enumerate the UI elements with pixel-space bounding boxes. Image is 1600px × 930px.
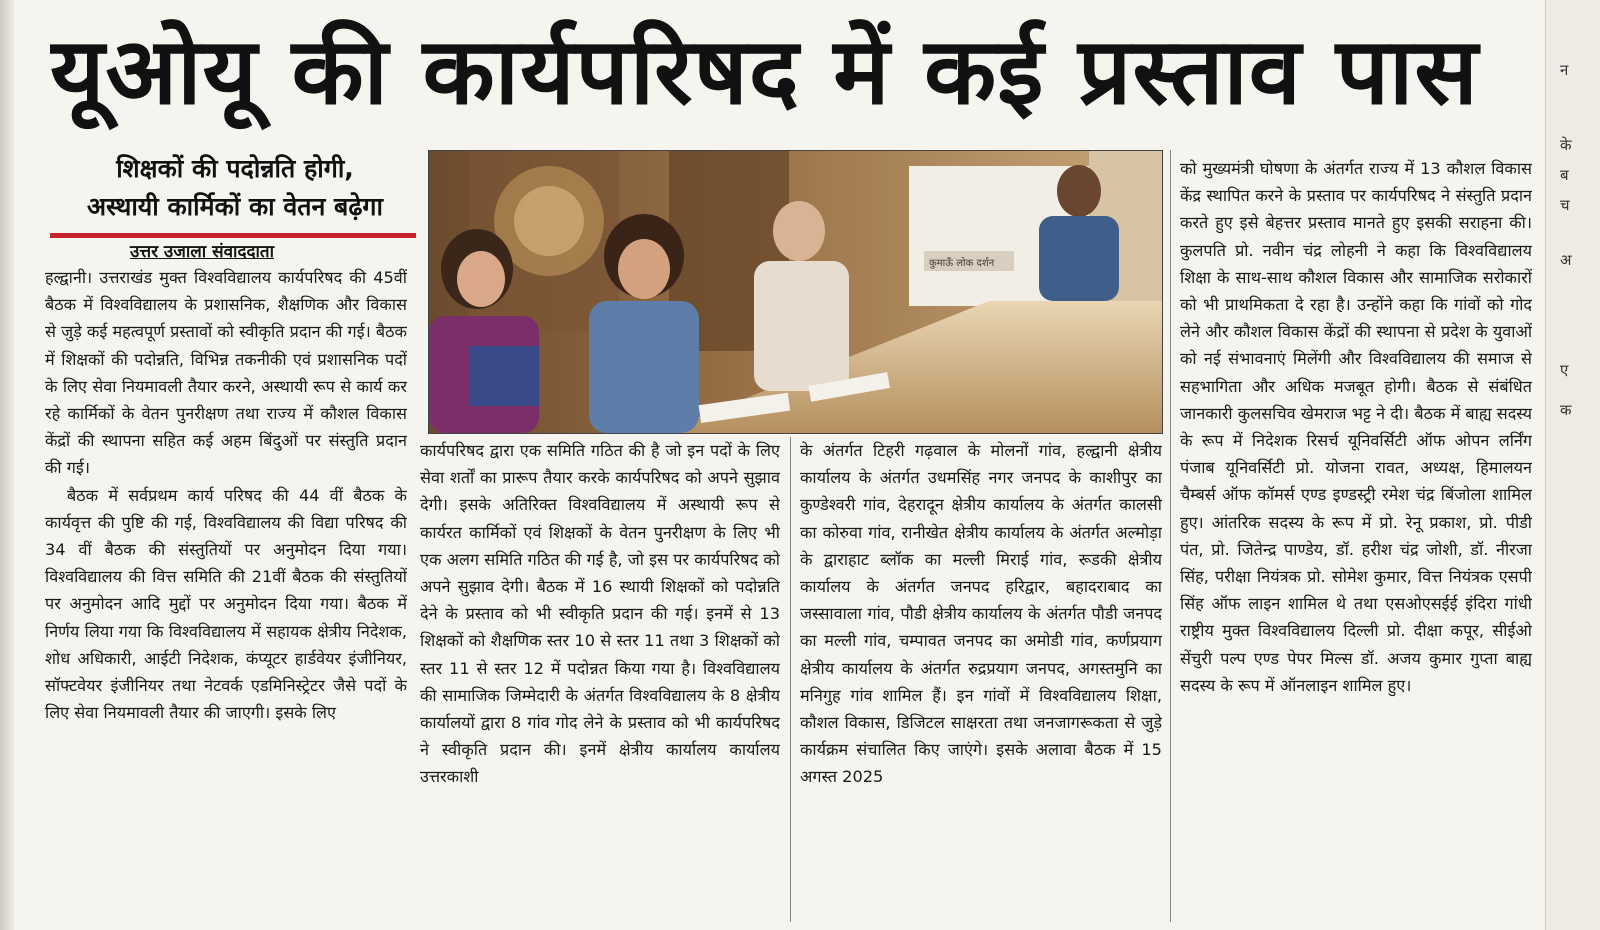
page-left-edge: [0, 0, 14, 930]
photo-screen-text: कुमाऊँ लोक दर्शन: [929, 258, 995, 269]
paragraph: बैठक में सर्वप्रथम कार्य परिषद की 44 वीं बैठक के कार्यवृत्त की पुष्टि की गई, विश्वविद्यालय की विद्या परिषद की 34 वीं बैठक की संस्तुतियों पर अनुमोदन दिया गया। विश्वविद्यालय की वित्त समिति की 21वीं बैठक की संस्तुतियों पर अनुमोदन आदि मुद्दों पर अनुमोदन दिया गया। बैठक में निर्णय लिया गया कि विश्वविद्यालय में सहायक क्षेत्रीय निदेशक, शोध अधिकारी, आईटी निदेशक, कंप्यूटर हार्डवेयर इंजीनियर, सॉफ्टवेयर इंजीनियर तथा नेटवर्क एडमिनिस्ट्रेटर जैसे पदों के लिए सेवा नियमावली तैयार की जाएगी। इसके लिए: [45, 485, 407, 723]
subheadline-line-1: शिक्षकों की पदोन्नति होगी,: [116, 154, 354, 183]
adjacent-article-edge: [1545, 0, 1600, 930]
article-column-2: [420, 437, 780, 924]
headline: यूओयू की कार्यपरिषद में कई प्रस्ताव पास: [50, 18, 1479, 125]
paragraph: कार्यपरिषद द्वारा एक समिति गठित की है जो इन पदों के लिए सेवा शर्तों का प्रारूप तैयार करके कार्यपरिषद को अपने सुझाव देगी। इसके अतिरिक्त विश्वविद्यालय में अस्थायी रूप से कार्यरत कार्मिकों एवं शिक्षकों के वेतन पुनरीक्षण के लिए भी एक अलग समिति गठित की गई है, जो इस पर कार्यपरिषद को अपने सुझाव देगी। बैठक में 16 स्थायी शिक्षकों को पदोन्नति देने के प्रस्ताव को भी स्वीकृति प्रदान की गई। इनमें से 13 शिक्षकों को शैक्षणिक स्तर 10 से स्तर 11 तथा 3 शिक्षकों को स्तर 11 से स्तर 12 में पदोन्नत किया गया है। विश्वविद्यालय की सामाजिक जिम्मेदारी के अंतर्गत विश्वविद्यालय के 8 क्षेत्रीय कार्यालयों द्वारा 8 गांव गोद लेने के प्रस्ताव को भी कार्यपरिषद ने स्वीकृति प्रदान की। इनमें क्षेत्रीय कार्यालय कार्यालय उत्तरकाशी: [420, 441, 780, 787]
column-divider: [1170, 150, 1171, 922]
paragraph: को मुख्यमंत्री घोषणा के अंतर्गत राज्य में 13 कौशल विकास केंद्र स्थापित करने के प्रस्ताव पर कार्यपरिषद ने संस्तुति प्रदान करते हुए इसे बेहत्तर प्रस्ताव मानते हुए इसकी सराहना की। कुलपति प्रो. नवीन चंद्र लोहनी ने कहा कि विश्वविद्यालय शिक्षा के साथ-साथ कौशल विकास और सामाजिक सरोकारों को भी प्राथमिकता दे रहा है। उन्होंने कहा कि गांवों को गोद लेने और कौशल विकास केंद्रों की स्थापना से प्रदेश के युवाओं को नई संभावनाएं मिलेंगी और विश्वविद्यालय की समाज से सहभागिता और अधिक मजबूत होगी। बैठक से संबंधित जानकारी कुलसचिव खेमराज भट्ट ने दी। बैठक में बाह्य सदस्य के रूप में निदेशक रिसर्च यूनिवर्सिटी ऑफ ओपन लर्निंग पंजाब यूनिवर्सिटी प्रो. योजना रावत, अध्यक्ष, हिमालयन चैम्बर्स ऑफ कॉमर्स एण्ड इण्डस्ट्री रमेश चंद्र बिंजोला शामिल हुए। आंतरिक सदस्य के रूप में प्रो. रेनू प्रकाश, प्रो. पीडी पंत, प्रो. जितेन्द्र पाण्डेय, डॉ. हरीश चंद्र जोशी, डॉ. नीरजा सिंह, परीक्षा नियंत्रक प्रो. सोमेश कुमार, वित्त नियंत्रक एसपी सिंह ऑफ लाइन शामिल थे तथा एसओएसईई इंदिरा गांधी राष्ट्रीय मुक्त विश्वविद्यालय दिल्ली प्रो. दीक्षा कपूर, सीईओ सेंचुरी पल्प एण्ड पेपर मिल्स डॉ. अजय कुमार गुप्ता बाह्य सदस्य के रूप में ऑनलाइन शामिल हुए।: [1180, 159, 1532, 695]
meeting-photo-image: [429, 151, 1162, 433]
adjacent-fragment: क: [1560, 401, 1572, 419]
adjacent-fragment: के: [1560, 136, 1572, 154]
column-divider: [790, 437, 791, 922]
subheadline-line-2: अस्थायी कार्मिकों का वेतन बढ़ेगा: [87, 192, 383, 221]
paragraph: के अंतर्गत टिहरी गढ़वाल के मोलनों गांव, हल्द्वानी क्षेत्रीय कार्यालय के अंतर्गत उधमसिंह नगर जनपद के काशीपुर का कुण्डेश्वरी गांव, देहरादून क्षेत्रीय कार्यालय के अंतर्गत कालसी का कोरुवा गांव, रानीखेत क्षेत्रीय कार्यालय के अंतर्गत अल्मोड़ा के द्वाराहाट ब्लॉक का मल्ली मिराई गांव, रूडकी क्षेत्रीय कार्यालय के अंतर्गत जनपद हरिद्वार, बहादराबाद का जस्सावाला गांव, पौडी क्षेत्रीय कार्यालय के अंतर्गत पौडी जनपद का मल्ली गांव, चम्पावत जनपद का अमोडी गांव, कर्णप्रयाग क्षेत्रीय कार्यालय के अंतर्गत रुद्रप्रयाग जनपद, अगस्तमुनि का मनिगुह गांव शामिल हैं। इन गांवों में विश्वविद्यालय शिक्षा, कौशल विकास, डिजिटल साक्षरता तथा जनजागरूकता से जुड़े कार्यक्रम संचालित किए जाएंगे। इसके अलावा बैठक में 15 अगस्त 2025: [800, 441, 1162, 787]
meeting-photo: [428, 150, 1163, 434]
article-column-1: [45, 264, 407, 924]
adjacent-fragment: ब: [1560, 166, 1569, 184]
adjacent-fragment: ए: [1560, 361, 1569, 379]
subheadline: [55, 150, 415, 226]
red-divider: [50, 233, 416, 238]
article-column-4: [1180, 155, 1532, 925]
adjacent-fragment: च: [1560, 196, 1570, 214]
byline: उत्तर उजाला संवाददाता: [130, 242, 275, 262]
paragraph: हल्द्वानी। उत्तराखंड मुक्त विश्वविद्यालय कार्यपरिषद की 45वीं बैठक में विश्वविद्यालय के प्रशासनिक, शैक्षणिक और विकास से जुड़े कई महत्वपूर्ण प्रस्तावों को स्वीकृति प्रदान की गई। बैठक में शिक्षकों की पदोन्नति, विभिन्न तकनीकी एवं प्रशासनिक पदों के लिए सेवा नियमावली तैयार करने, अस्थायी रूप से कार्य कर रहे कार्मिकों के वेतन पुनरीक्षण तथा राज्य में कौशल विकास केंद्रों की स्थापना सहित कई अहम बिंदुओं पर संस्तुति प्रदान की गई।: [45, 268, 407, 478]
adjacent-fragment: अ: [1560, 251, 1572, 269]
article-column-3: [800, 437, 1162, 924]
adjacent-fragment: न: [1560, 61, 1569, 79]
